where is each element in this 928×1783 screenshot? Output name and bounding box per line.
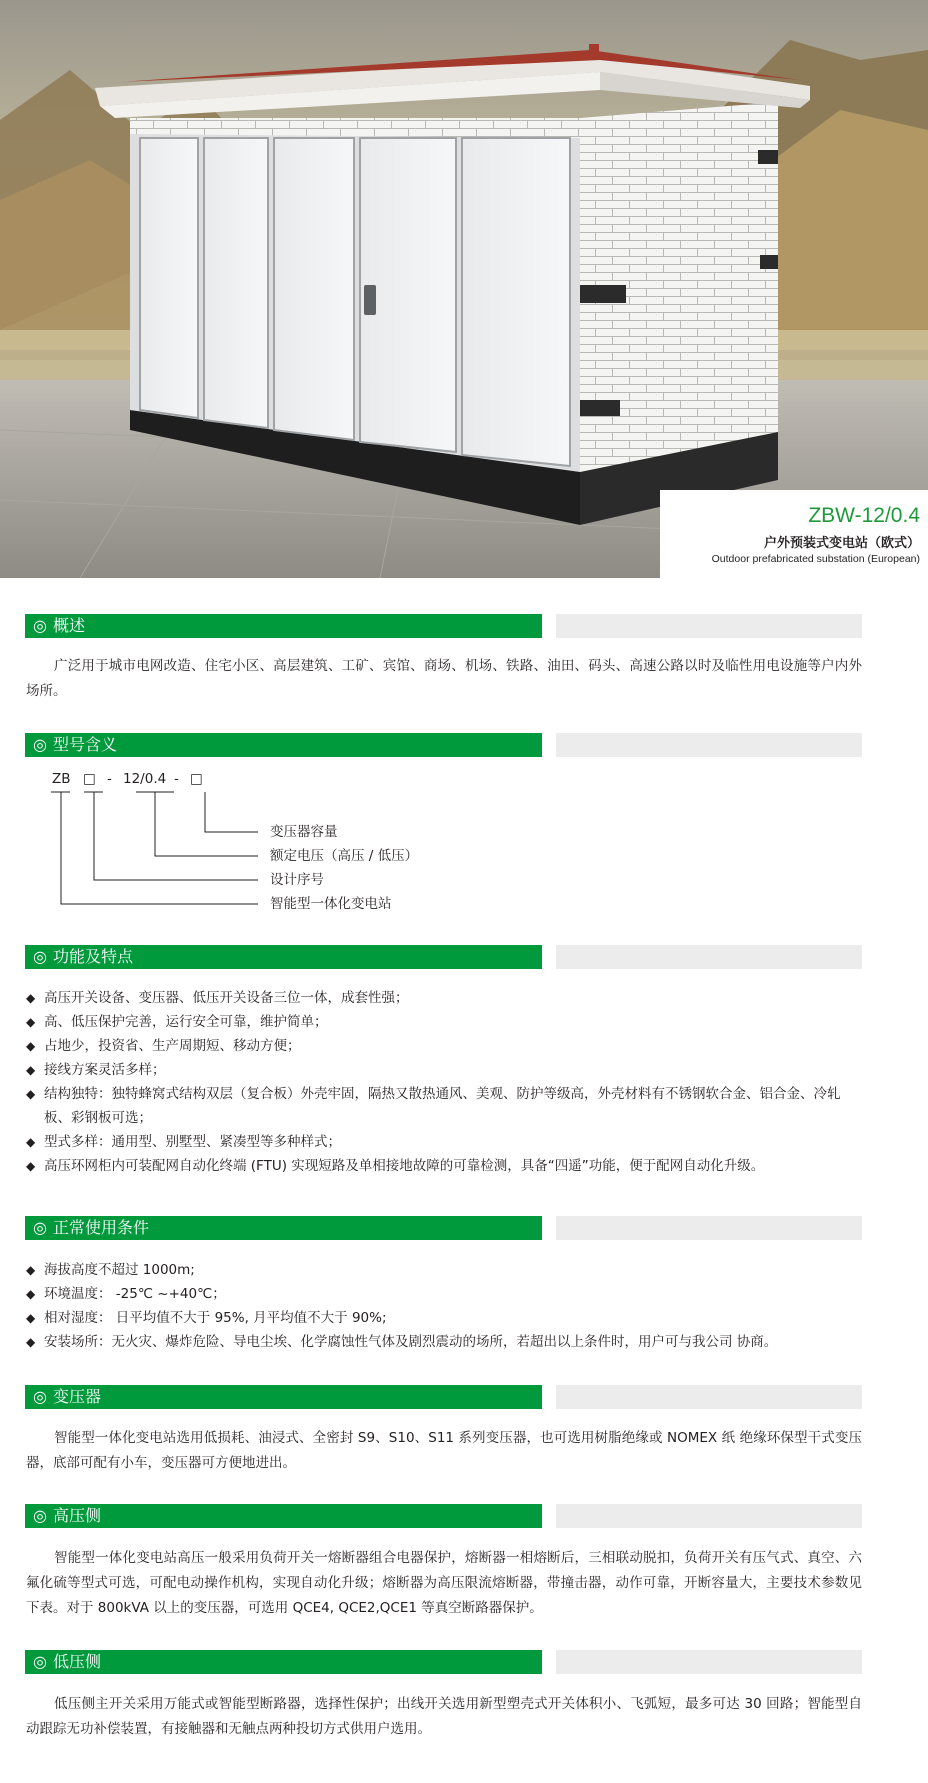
- list-item-text: 安装场所：无火灾、爆炸危险、导电尘埃、化学腐蚀性气体及剧烈震动的场所，若超出以上条件时，用户可与我公司 协商。: [44, 1334, 778, 1350]
- section-gray-bar: [556, 1504, 862, 1528]
- section-header-transformer: [25, 1385, 862, 1409]
- diamond-bullet-icon: ◆: [26, 991, 36, 1005]
- section-gray-bar: [556, 1385, 862, 1409]
- section-title-bar: [25, 1650, 542, 1674]
- code-zb: ZB: [52, 771, 71, 787]
- circle-marker-icon: ◎: [33, 1652, 47, 1671]
- section-title-bar: [25, 1504, 542, 1528]
- section-gray-bar: [556, 1650, 862, 1674]
- section-title-bar: [25, 945, 542, 969]
- diamond-bullet-icon: ◆: [26, 1263, 36, 1277]
- section-title: 型号含义: [52, 735, 117, 754]
- list-item: [26, 1282, 866, 1306]
- list-item: [26, 1034, 866, 1058]
- list-item: [26, 1258, 866, 1282]
- code-box-2: □: [190, 771, 203, 787]
- section-title-bar: [25, 1216, 542, 1240]
- list-item: [26, 1130, 866, 1154]
- list-item-text: 接线方案灵活多样；: [44, 1062, 166, 1078]
- circle-marker-icon: ◎: [33, 616, 47, 635]
- section-header-model-meaning: [25, 733, 862, 757]
- list-item: [26, 1154, 866, 1178]
- section-gray-bar: [556, 614, 862, 638]
- section-title-bar: [25, 1385, 542, 1409]
- list-item-text: 环境温度： -25℃ ~+40℃；: [44, 1286, 226, 1302]
- circle-marker-icon: ◎: [33, 947, 47, 966]
- product-hero: [0, 0, 928, 578]
- circle-marker-icon: ◎: [33, 1387, 47, 1406]
- section-title: 功能及特点: [52, 947, 133, 966]
- code-voltage: 12/0.4: [123, 771, 167, 787]
- circle-marker-icon: ◎: [33, 735, 47, 754]
- section-title-bar: [25, 733, 542, 757]
- section-title-bar: [25, 614, 542, 638]
- features-list: [26, 986, 866, 1178]
- model-number: ZBW-12/0.4: [808, 504, 920, 527]
- diamond-bullet-icon: ◆: [26, 1039, 36, 1053]
- model-code-diagram: [0, 770, 600, 920]
- diamond-bullet-icon: ◆: [26, 1135, 36, 1149]
- label-design-serial: 设计序号: [270, 872, 324, 888]
- section-gray-bar: [556, 733, 862, 757]
- transformer-text: 智能型一体化变电站选用低损耗、油浸式、全密封 S9、S10、S11 系列变压器，也可选用树脂绝缘或 NOMEX 纸 绝缘环保型干式变压器，底部可配有小车，变压器可方便地进出。: [26, 1430, 862, 1471]
- list-item-text: 高压环网柜内可装配网自动化终端 (FTU) 实现短路及单相接地故障的可靠检测，具备“四遥”功能，便于配网自动化升级。: [44, 1158, 765, 1174]
- section-title: 高压侧: [52, 1506, 101, 1525]
- hv-side-text: 智能型一体化变电站高压一般采用负荷开关一熔断器组合电器保护，熔断器一相熔断后，三相联动脱扣，负荷开关有压气式、真空、六氟化硫等型式可选，可配电动操作机构，实现自动化升级；熔断器为高压限流熔断器，带撞击器，动作可靠，开断容量大，主要技术参数见下表。对于 800kVA 以上的变压器，可选用 QCE4, QCE2,QCE1 等真空断路器保护。: [26, 1550, 862, 1616]
- list-item-text: 高、低压保护完善，运行安全可靠，维护简单；: [44, 1014, 328, 1030]
- list-item: [26, 1082, 866, 1130]
- list-item-text: 结构独特：独特蜂窝式结构双层（复合板）外壳牢固，隔热又散热通风、美观、防护等级高，外壳材料有不锈钢软合金、铝合金、冷轧板、彩钢板可选；: [44, 1086, 841, 1126]
- overview-text: 广泛用于城市电网改造、住宅小区、高层建筑、工矿、宾馆、商场、机场、铁路、油田、码头、高速公路以时及临性用电设施等户内外场所。: [26, 658, 862, 699]
- circle-marker-icon: ◎: [33, 1218, 47, 1237]
- section-header-lv-side: [25, 1650, 862, 1674]
- lv-side-text: 低压侧主开关采用万能式或智能型断路器，选择性保护；出线开关选用新型塑壳式开关体积小、飞弧短，最多可达 30 回路；智能型自动跟踪无功补偿装置，有接触器和无触点两种投切方式供用户选用。: [26, 1696, 862, 1737]
- section-title: 变压器: [52, 1387, 101, 1406]
- section-header-features: [25, 945, 862, 969]
- section-title: 正常使用条件: [52, 1218, 149, 1237]
- circle-marker-icon: ◎: [33, 1506, 47, 1525]
- section-title: 概述: [52, 616, 85, 635]
- diamond-bullet-icon: ◆: [26, 1063, 36, 1077]
- list-item: [26, 1058, 866, 1082]
- label-integrated-substation: 智能型一体化变电站: [270, 896, 392, 912]
- list-item: [26, 1306, 866, 1330]
- product-name-cn: 户外预装式变电站（欧式）: [763, 536, 920, 551]
- diamond-bullet-icon: ◆: [26, 1015, 36, 1029]
- product-name-en: Outdoor prefabricated substation (European): [711, 553, 920, 565]
- list-item-text: 海拔高度不超过 1000m;: [44, 1262, 195, 1278]
- diamond-bullet-icon: ◆: [26, 1087, 36, 1101]
- section-gray-bar: [556, 945, 862, 969]
- diamond-bullet-icon: ◆: [26, 1287, 36, 1301]
- section-title: 低压侧: [52, 1652, 101, 1671]
- code-dash-1: -: [107, 771, 112, 787]
- list-item-text: 型式多样：通用型、别墅型、紧凑型等多种样式；: [44, 1134, 341, 1150]
- product-title-box: [660, 490, 928, 578]
- conditions-list: [26, 1258, 866, 1354]
- list-item-text: 相对湿度： 日平均值不大于 95%, 月平均值不大于 90%;: [44, 1310, 387, 1326]
- label-transformer-capacity: 变压器容量: [270, 824, 338, 840]
- list-item: [26, 1010, 866, 1034]
- code-dash-2: -: [174, 771, 179, 787]
- diamond-bullet-icon: ◆: [26, 1159, 36, 1173]
- code-box-1: □: [83, 771, 96, 787]
- diamond-bullet-icon: ◆: [26, 1335, 36, 1349]
- list-item-text: 占地少，投资省、生产周期短、移动方便；: [44, 1038, 301, 1054]
- list-item: [26, 986, 866, 1010]
- label-rated-voltage: 额定电压（高压 / 低压）: [270, 848, 419, 864]
- section-header-overview: [25, 614, 862, 638]
- section-header-hv-side: [25, 1504, 862, 1528]
- list-item-text: 高压开关设备、变压器、低压开关设备三位一体，成套性强；: [44, 990, 409, 1006]
- list-item: [26, 1330, 866, 1354]
- section-header-conditions: [25, 1216, 862, 1240]
- section-gray-bar: [556, 1216, 862, 1240]
- diamond-bullet-icon: ◆: [26, 1311, 36, 1325]
